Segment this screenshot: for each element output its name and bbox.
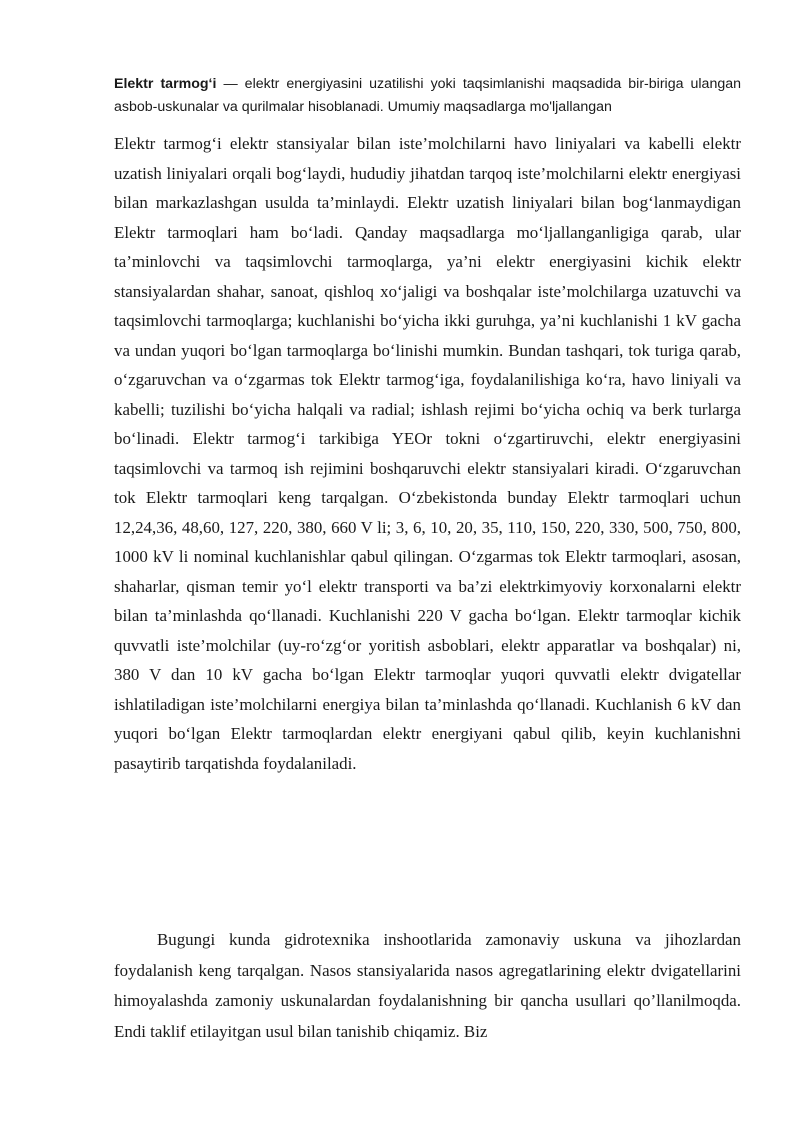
intro-term: Elektr tarmog‘i bbox=[114, 76, 217, 92]
body-paragraph-2: Bugungi kunda gidrotexnika inshootlarida zamonaviy uskuna va jihozlardan foydalanish keng tarqalgan. Nasos stansiyalarida nasos agregatlarining elektr dvigatellarini himoyalashda zamoniy uskunalardan foydalanishning bir qancha usullari qo’llanilmoqda. Endi taklif etilayitgan usul bilan tanishib chiqamiz. Biz bbox=[114, 930, 741, 1041]
body-paragraph-1: Elektr tarmog‘i elektr stansiyalar bilan iste’molchilarni havo liniyalari va kabelli elektr uzatish liniyalari orqali bog‘laydi, hududiy jihatdan tarqoq iste’molchilarni elektr energiyasi bilan markazlashgan usulda ta’minlaydi. Elektr uzatish liniyalari bilan bog‘lanmaydigan Elektr tarmoqlari ham bo‘ladi. Qanday maqsadlarga mo‘ljallanganligiga qarab, ular ta’minlovchi va taqsimlovchi tarmoqlarga, ya’ni elektr energiyasini kichik elektr stansiyalardan shahar, sanoat, qishloq xo‘jaligi va boshqalar iste’molchilarga uzatuvchi va taqsimlovchi tarmoqlarga; kuchlanishi bo‘yicha ikki guruhga, ya’ni kuchlanishi 1 kV gacha va undan yuqori bo‘lgan tarmoqlarga bo‘linishi mumkin. Bundan tashqari, tok turiga qarab, o‘zgaruvchan va o‘zgarmas tok Elektr tarmog‘iga, foydalanilishiga ko‘ra, havo liniyali va kabelli; tuzilishi bo‘yicha halqali va radial; ishlash rejimi bo‘yicha ochiq va berk turlarga bo‘linadi. Elektr tarmog‘i tarkibiga YEOr tokni o‘zgartiruvchi, elektr energiyasini taqsimlovchi va tarmoq ish rejimini boshqaruvchi elektr stansiyalari kiradi. O‘zgaruvchan tok Elektr tarmoqlari keng tarqalgan. O‘zbekistonda bunday Elektr tarmoqlari uchun 12,24,36, 48,60, 127, 220, 380, 660 V li; 3, 6, 10, 20, 35, 110, 150, 220, 330, 500, 750, 800, 1000 kV li nominal kuchlanishlar qabul qilingan. O‘zgarmas tok Elektr tarmoqlari, asosan, shaharlar, qisman temir yo‘l elektr transporti va ba’zi elektrkimyoviy korxonalarni elektr bilan ta’minlashda qo‘llanadi. Kuchlanishi 220 V gacha bo‘lgan. Elektr tarmoqlar kichik quvvatli iste’molchilar (uy-ro‘zg‘or yoritish asboblari, elektr apparatlar va boshqalar) ni, 380 V dan 10 kV gacha bo‘lgan Elektr tarmoqlar yuqori quvvatli elektr dvigatellar ishlatiladigan iste’molchilarni energiya bilan ta’minlashda qo‘llanadi. Kuchlanish 6 kV dan yuqori bo‘lgan Elektr tarmoqlardan elektr energiyani qabul qilib, keyin kuchlanishni pasaytirib tarqatishda foydalaniladi. bbox=[114, 134, 741, 773]
intro-definition: — elektr energiyasini uzatilishi yoki taqsimlanishi maqsadida bir-biriga ulangan asbob-uskunalar va qurilmalar hisoblanadi. Umumiy maqsadlarga mo'ljallangan bbox=[114, 76, 742, 115]
intro-paragraph bbox=[114, 73, 741, 119]
